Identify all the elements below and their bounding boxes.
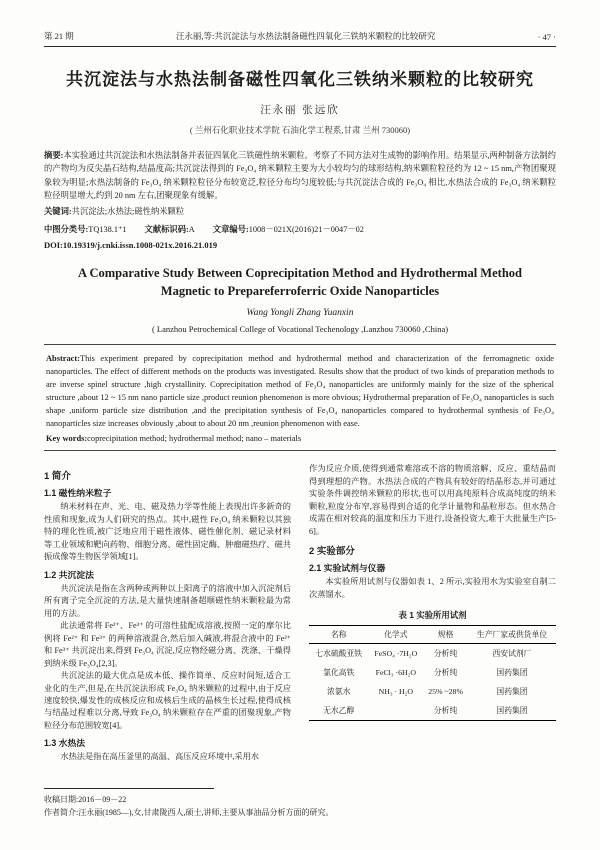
section-1-2-paragraph-1: 共沉淀法是指在含两种或两种以上阳离子的溶液中加入沉淀剂后所有离子完全沉淀的方法,是大量快速制备超顺磁性纳米颗粒最为常用的方法。	[44, 583, 291, 618]
body-columns	[44, 463, 556, 763]
affiliation-en: ( Lanzhou Petrochemical College of Vocational Techenology ,Lanzhou 730060 ,China)	[151, 324, 449, 335]
table-header-row	[309, 626, 556, 644]
keywords-en-label: Key words:	[46, 434, 88, 444]
author-bio: 作者简介:汪永丽(1985—),女,甘肃陇西人,硕士,讲师,主要从事油品分析方面的研究。	[44, 808, 334, 818]
running-title: 汪永丽,等:共沉淀法与水热法制备磁性四氧化三铁纳米颗粒的比较研究	[175, 31, 436, 41]
article-meta	[44, 223, 556, 235]
cell-grade: 分析纯	[433, 668, 458, 678]
section-1-3-paragraph: 水热法是指在高压釜里的高温、高压反应环境中,采用水	[60, 752, 259, 762]
reagents-table	[309, 625, 556, 721]
article-title-cn: 共沉淀法与水热法制备磁性四氧化三铁纳米颗粒的比较研究	[66, 70, 534, 89]
cell-grade: 分析纯	[433, 706, 458, 716]
col-header-supplier: 生产厂家或供货单位	[468, 626, 556, 644]
page-number: · 47 ·	[537, 32, 556, 42]
table-row	[309, 701, 556, 721]
cell-supplier: 西安试剂厂	[492, 649, 532, 659]
page-header	[44, 30, 556, 47]
authors-cn: 汪永丽 张远欣	[260, 105, 340, 116]
abstract-en-label: Abstract:	[46, 354, 80, 364]
clc-number: 中图分类号:TQ138.1⁺1	[44, 225, 127, 235]
cell-formula: FeSO₄ ·7H₂O	[374, 649, 418, 659]
abstract-cn	[44, 149, 556, 202]
section-1-2-paragraph-2: 此法通常将 Fe²⁺、Fe³⁺ 的可溶性盐配成溶液,按照一定的摩尔比例将 Fe²⁺ 和 Fe³⁺ 的两种溶液混合,然后加入碱液,将混合液中的 Fe²⁺ 和 Fe³⁺ 共沉淀出来,得到 Fe₃O₄ 沉淀,反应物经磁分离、洗涤、干燥得到纳米级 Fe₃O₄[2,3]。	[44, 621, 291, 668]
section-1-1-heading: 1.1 磁性纳米粒子	[44, 488, 112, 499]
left-column	[44, 463, 291, 763]
cell-grade: 25% ~28%	[428, 687, 463, 697]
cell-name: 氯化高铁	[323, 668, 355, 678]
keywords-en	[46, 434, 554, 443]
section-1-heading: 1 简介	[44, 471, 71, 483]
cell-formula: FeCl₃ ·6H₂O	[375, 668, 416, 678]
keywords-cn-label: 关键词:	[44, 207, 72, 217]
section-1-2-heading: 1.2 共沉淀法	[44, 569, 94, 580]
section-2-1-paragraph: 本实验所用试剂与仪器如表 1、2 所示,实验用水为实验室自制二次蒸馏水。	[309, 577, 556, 599]
cell-name: 浓氨水	[327, 687, 351, 697]
abstract-en-text: This experiment prepared by coprecipitation method and hydrothermal method and characterization of the ferromagnetic oxide nanoparticles. The effect of different methods on the products was investigated. Results show that the product of two kinds of preparation methods to are inverse spinel structure ,high crystallinity. Coprecipitation method of Fe₃O₄ nanoparticles are uniformly mainly for the size of the spherical structure ,about 12 ~ 15 nm nano particle size ,product reunion phenomenon is more obvious; Hydrothermal preparation of Fe₃O₄ nanoparticles is such shape ,uniform particle size distribution ,and the precipitation synthesis of Fe₃O₄ nanoparticles compared to hydrothermal synthesis of Fe₃O₄ nanoparticles size increases obviously ,about to about 20 nm ,reunion phenomenon with ease.	[46, 354, 554, 429]
section-1-3-continuation: 作为反应介质,使得到通常难溶或不溶的物质溶解、反应、重结晶而得到理想的产物。水热法合成的产物具有较好的结晶形态,并可通过实验条件调控纳米颗粒的形状,也可以用高纯原料合成高纯度的纳米颗粒,粒度分布窄,容易得到合适的化学计量物和晶粒形态。但水热合成需在相对较高的温度和压力下进行,设备投资大,难于大批量生产[5-6]。	[309, 464, 556, 536]
abstract-cn-label: 摘要:	[44, 151, 64, 160]
issue-number: 第 21 期	[44, 31, 74, 41]
abstract-cn-text: 本实验通过共沉淀法和水热法制备并表征四氧化三铁磁性纳米颗粒。考察了不同方法对生成物的影响作用。结果显示,两种制备方法制约的产物均为反尖晶石结构,结晶度高;共沉淀法得到的 Fe₃O₄ 纳米颗粒主要为大小较均匀的球形结构,纳米颗粒粒径约为 12 ~ 15 nm,产物团聚现象较为明显;水热法制备的 Fe₃O₄ 纳米颗粒粒径分布较宽泛,粒径分布均匀度较低;与共沉淀法合成的 Fe₃O₄ 相比,水热法合成的 Fe₃O₄ 纳米颗粒粒径明显增大,约到 20 nm 左右,团聚现象有缓解。	[44, 151, 556, 200]
section-1-1-paragraph: 纳米材料在声、光、电、磁及热力学等性能上表现出许多新奇的性质和现象,成为人们研究的热点。其中,磁性 Fe₃O₄ 纳米颗粒以其独特的理化性质,被广泛地应用于磁性液体、磁性催化剂、磁记录材料等工业领域和靶向药物、细胞分离、磁性固定酶、肿瘤磁热疗、磁共振成像等生物医学领域[1]。	[44, 502, 291, 562]
keywords-cn-text: 共沉淀法;水热法;磁性纳米颗粒	[71, 207, 185, 217]
cell-grade: 分析纯	[433, 649, 458, 659]
section-2-1-heading: 2.1 实验试剂与仪器	[309, 563, 386, 574]
table-row	[309, 682, 556, 701]
doi: DOI:10.19319/j.cnki.issn.1008-021x.2016.21.019	[44, 240, 218, 251]
article-title-en: A Comparative Study Between Coprecipitation Method and Hydrothermal Method Magnetic to Prepareferroferric Oxide Nanoparticles	[78, 266, 522, 299]
col-header-formula: 化学式	[368, 626, 423, 644]
table-1-caption: 表 1 实验所用试剂	[398, 610, 467, 621]
section-2-heading: 2 实验部分	[309, 546, 355, 558]
affiliation-cn: ( 兰州石化职业技术学院 石油化学工程系,甘肃 兰州 730060)	[189, 125, 411, 135]
cell-supplier: 国药集团	[496, 668, 528, 678]
cell-name: 七水硫酸亚铁	[315, 649, 363, 659]
section-1-2-paragraph-3: 共沉淀法的最大优点是成本低、操作简单、反应时间短,适合工业化的生产,但是,在共沉淀法形成 Fe₃O₄ 纳米颗粒的过程中,由于反应速度较快,爆发性的成核反应和成核后生成的晶核生长过程,使得成核与结晶过程难以分离,导致 Fe₃O₄ 纳米颗粒存在严重的团聚现象,产物粒径分布范围较宽[4]。	[44, 671, 291, 730]
cell-supplier: 国药集团	[496, 706, 528, 716]
english-abstract-box	[44, 344, 556, 451]
right-column	[309, 463, 556, 763]
table-row	[309, 663, 556, 682]
keywords-cn	[44, 205, 556, 217]
keywords-en-text: coprecipitation method; hydrothermal method; nano – materials	[87, 434, 302, 444]
col-header-grade: 规格	[423, 626, 468, 644]
received-date: 收稿日期:2016－09－22	[44, 794, 127, 804]
authors-en: Wang Yongli Zhang Yuanxin	[246, 308, 354, 319]
cell-name: 无水乙醇	[323, 706, 355, 716]
cell-supplier: 国药集团	[496, 687, 528, 697]
article-id: 文章编号:1008－021X(2016)21－0047－02	[212, 225, 364, 235]
document-code: 文献标识码:A	[144, 225, 195, 235]
footnote-rule	[44, 788, 214, 789]
col-header-name: 名称	[309, 626, 368, 644]
section-1-3-heading: 1.3 水热法	[44, 738, 86, 749]
footnote	[44, 788, 556, 820]
table-row	[309, 644, 556, 664]
cell-formula	[368, 701, 423, 721]
cell-formula: NH₃ · H₂O	[378, 687, 414, 697]
abstract-en	[46, 352, 554, 430]
